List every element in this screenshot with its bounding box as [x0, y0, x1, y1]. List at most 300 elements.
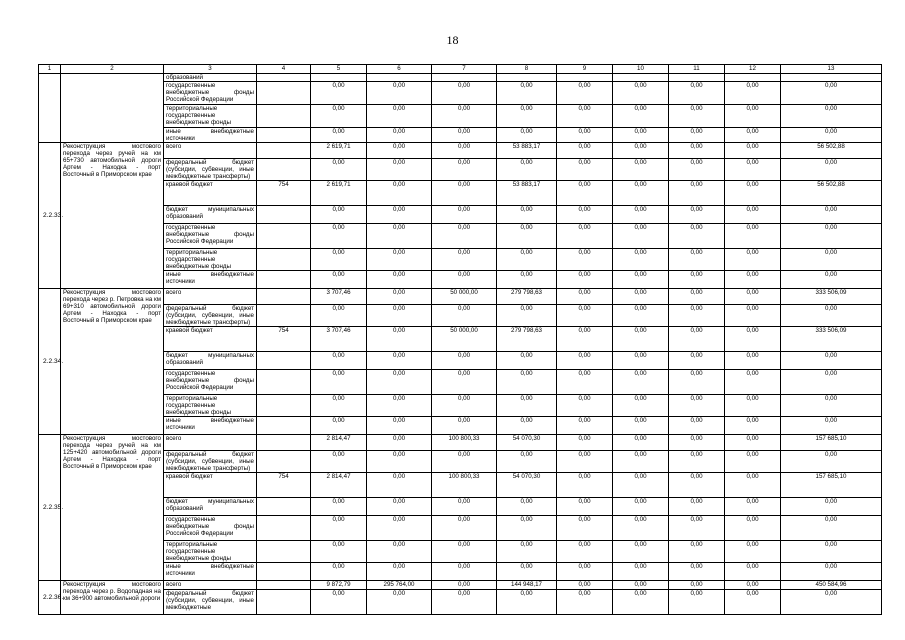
budget-code-cell [257, 498, 311, 516]
value-cell: 0,00 [669, 105, 725, 128]
value-cell: 0,00 [557, 417, 613, 435]
total-cell: 0,00 [781, 370, 882, 395]
value-cell: 0,00 [725, 370, 781, 395]
total-cell: 450 584,96 [781, 581, 882, 590]
budget-code-cell [257, 105, 311, 128]
value-cell: 0,00 [432, 271, 497, 289]
value-cell: 0,00 [497, 82, 557, 105]
value-cell: 0,00 [613, 435, 669, 451]
value-cell: 0,00 [725, 352, 781, 370]
value-cell: 279 798,63 [497, 289, 557, 305]
table-row [39, 417, 882, 435]
value-cell: 0,00 [725, 581, 781, 590]
value-cell: 0,00 [367, 563, 432, 581]
budget-code-cell [257, 224, 311, 249]
table-row [39, 206, 882, 224]
value-cell: 100 800,33 [432, 473, 497, 498]
item-name-cell: Реконструкция мостового перехода через ручей на км 125+420 автомобильной дороги Артем - Находка - порт Восточный в Приморском крае [61, 435, 164, 581]
table-row [39, 224, 882, 249]
value-cell: 0,00 [669, 143, 725, 159]
budget-code-cell [257, 143, 311, 159]
value-cell: 0,00 [367, 143, 432, 159]
value-cell: 0,00 [613, 395, 669, 417]
table-row [39, 498, 882, 516]
value-cell: 0,00 [669, 128, 725, 143]
value-cell: 0,00 [432, 590, 497, 615]
value-cell: 0,00 [367, 289, 432, 305]
value-cell: 0,00 [311, 417, 367, 435]
total-cell: 0,00 [781, 249, 882, 271]
value-cell: 0,00 [367, 128, 432, 143]
value-cell: 0,00 [669, 541, 725, 563]
value-cell: 0,00 [367, 82, 432, 105]
value-cell [669, 74, 725, 82]
budget-code-cell [257, 541, 311, 563]
value-cell: 0,00 [725, 128, 781, 143]
value-cell: 0,00 [311, 159, 367, 181]
budget-code-cell [257, 590, 311, 615]
value-cell: 0,00 [432, 305, 497, 327]
value-cell: 0,00 [311, 541, 367, 563]
value-cell: 0,00 [311, 590, 367, 615]
value-cell: 0,00 [432, 128, 497, 143]
column-header: 2 [61, 65, 164, 74]
value-cell: 0,00 [725, 417, 781, 435]
value-cell: 0,00 [669, 516, 725, 541]
total-cell: 0,00 [781, 541, 882, 563]
value-cell: 0,00 [367, 435, 432, 451]
total-cell: 0,00 [781, 128, 882, 143]
total-cell: 0,00 [781, 451, 882, 473]
table-row [39, 435, 882, 451]
value-cell: 295 764,00 [367, 581, 432, 590]
value-cell: 0,00 [669, 417, 725, 435]
funding-source-cell: федеральный бюджет (субсидии, субвенции, иные межбюджетные трансферты) [164, 305, 257, 327]
total-cell: 0,00 [781, 224, 882, 249]
item-name-cell: Реконструкция мостового перехода через р. Водопадная на км 36+900 автомобильной дороги [61, 581, 164, 615]
value-cell: 2 619,71 [311, 143, 367, 159]
funding-source-cell: государственные внебюджетные фонды Российской Федерации [164, 82, 257, 105]
value-cell: 0,00 [725, 473, 781, 498]
value-cell: 0,00 [557, 435, 613, 451]
value-cell: 0,00 [613, 82, 669, 105]
funding-source-cell: бюджет муниципальных образований [164, 206, 257, 224]
total-cell: 0,00 [781, 395, 882, 417]
table-row [39, 159, 882, 181]
value-cell: 0,00 [725, 435, 781, 451]
item-number-cell: 2.2.34. [39, 289, 61, 435]
value-cell: 0,00 [432, 395, 497, 417]
total-cell: 56 502,88 [781, 181, 882, 206]
value-cell: 0,00 [725, 143, 781, 159]
budget-code-cell [257, 435, 311, 451]
value-cell: 0,00 [613, 271, 669, 289]
value-cell: 0,00 [367, 224, 432, 249]
table-row [39, 451, 882, 473]
funding-source-cell: иные внебюджетные источники [164, 128, 257, 143]
funding-source-cell: бюджет муниципальных образований [164, 352, 257, 370]
value-cell: 0,00 [367, 105, 432, 128]
value-cell: 0,00 [311, 352, 367, 370]
funding-source-cell: территориальные государственные внебюджетные фонды [164, 105, 257, 128]
table-row [39, 473, 882, 498]
total-cell: 333 506,09 [781, 289, 882, 305]
value-cell: 0,00 [669, 451, 725, 473]
value-cell: 0,00 [367, 271, 432, 289]
table-row [39, 516, 882, 541]
table-row [39, 143, 882, 159]
value-cell: 0,00 [367, 541, 432, 563]
value-cell: 0,00 [557, 516, 613, 541]
value-cell: 0,00 [725, 327, 781, 352]
value-cell: 0,00 [497, 541, 557, 563]
value-cell: 0,00 [613, 327, 669, 352]
budget-code-cell [257, 128, 311, 143]
funding-source-cell: краевой бюджет [164, 181, 257, 206]
value-cell: 0,00 [367, 159, 432, 181]
value-cell: 0,00 [367, 395, 432, 417]
budget-code-cell [257, 82, 311, 105]
table-row [39, 105, 882, 128]
budget-code-cell [257, 563, 311, 581]
value-cell: 0,00 [613, 498, 669, 516]
value-cell: 0,00 [432, 105, 497, 128]
value-cell: 0,00 [613, 128, 669, 143]
value-cell: 0,00 [557, 451, 613, 473]
value-cell: 144 948,17 [497, 581, 557, 590]
budget-code-cell [257, 159, 311, 181]
value-cell: 0,00 [311, 395, 367, 417]
funding-source-cell: бюджет муниципальных образований [164, 498, 257, 516]
item-name-cell: Реконструкция мостового перехода через ручей на км 65+730 автомобильной дороги Артем - Находка - порт Восточный в Приморском крае [61, 143, 164, 289]
value-cell: 0,00 [497, 563, 557, 581]
budget-code-cell [257, 289, 311, 305]
value-cell [367, 74, 432, 82]
value-cell: 0,00 [725, 516, 781, 541]
total-cell: 0,00 [781, 563, 882, 581]
funding-source-cell: государственные внебюджетные фонды Российской Федерации [164, 224, 257, 249]
value-cell: 2 619,71 [311, 181, 367, 206]
value-cell: 0,00 [725, 498, 781, 516]
funding-source-cell: территориальные государственные внебюджетные фонды [164, 395, 257, 417]
budget-code-cell [257, 352, 311, 370]
column-header: 9 [557, 65, 613, 74]
value-cell: 0,00 [669, 159, 725, 181]
value-cell: 0,00 [311, 224, 367, 249]
value-cell: 0,00 [311, 128, 367, 143]
value-cell: 0,00 [557, 224, 613, 249]
value-cell: 279 798,63 [497, 327, 557, 352]
value-cell: 0,00 [311, 451, 367, 473]
value-cell: 50 000,00 [432, 327, 497, 352]
budget-code-cell: 754 [257, 327, 311, 352]
value-cell: 0,00 [613, 352, 669, 370]
column-header-row [39, 65, 882, 74]
value-cell: 0,00 [432, 181, 497, 206]
value-cell: 0,00 [613, 451, 669, 473]
value-cell: 0,00 [497, 590, 557, 615]
value-cell: 0,00 [311, 271, 367, 289]
value-cell: 0,00 [725, 249, 781, 271]
value-cell: 0,00 [557, 271, 613, 289]
value-cell: 0,00 [311, 498, 367, 516]
value-cell: 0,00 [497, 451, 557, 473]
budget-code-cell [257, 206, 311, 224]
budget-code-cell [257, 370, 311, 395]
funding-source-cell: иные внебюджетные источники [164, 417, 257, 435]
value-cell: 0,00 [613, 516, 669, 541]
value-cell: 0,00 [613, 143, 669, 159]
column-header: 12 [725, 65, 781, 74]
total-cell: 0,00 [781, 516, 882, 541]
value-cell: 0,00 [311, 305, 367, 327]
value-cell: 2 814,47 [311, 435, 367, 451]
total-cell: 0,00 [781, 206, 882, 224]
value-cell: 0,00 [557, 159, 613, 181]
value-cell: 0,00 [367, 473, 432, 498]
value-cell: 0,00 [432, 516, 497, 541]
value-cell: 0,00 [497, 498, 557, 516]
value-cell: 0,00 [613, 370, 669, 395]
value-cell: 0,00 [557, 105, 613, 128]
value-cell: 0,00 [311, 516, 367, 541]
value-cell: 0,00 [669, 435, 725, 451]
value-cell: 0,00 [432, 581, 497, 590]
funding-source-cell: краевой бюджет [164, 473, 257, 498]
value-cell: 0,00 [367, 498, 432, 516]
column-header: 6 [367, 65, 432, 74]
value-cell: 0,00 [557, 82, 613, 105]
value-cell [497, 74, 557, 82]
budget-code-cell [257, 417, 311, 435]
funding-source-cell: краевой бюджет [164, 327, 257, 352]
budget-code-cell: 754 [257, 181, 311, 206]
value-cell: 0,00 [497, 249, 557, 271]
value-cell: 0,00 [725, 271, 781, 289]
budget-code-cell [257, 271, 311, 289]
value-cell: 0,00 [669, 352, 725, 370]
value-cell: 0,00 [557, 249, 613, 271]
value-cell: 0,00 [557, 473, 613, 498]
item-name-cell: Реконструкция мостового перехода через р. Петровка на км 69+310 автомобильной дороги Артем - Находка - порт Восточный в Приморском крае [61, 289, 164, 435]
value-cell: 0,00 [725, 105, 781, 128]
value-cell: 0,00 [557, 352, 613, 370]
value-cell: 0,00 [669, 271, 725, 289]
funding-source-cell: территориальные государственные внебюджетные фонды [164, 249, 257, 271]
value-cell: 0,00 [725, 159, 781, 181]
budget-code-cell [257, 451, 311, 473]
funding-source-cell: государственные внебюджетные фонды Российской Федерации [164, 516, 257, 541]
funding-source-cell: федеральный бюджет (субсидии, субвенции, иные межбюджетные трансферты) [164, 159, 257, 181]
value-cell: 0,00 [725, 305, 781, 327]
value-cell: 0,00 [432, 352, 497, 370]
budget-code-cell [257, 581, 311, 590]
item-number-cell: 2.2.36. [39, 581, 61, 615]
value-cell [432, 74, 497, 82]
budget-code-cell [257, 305, 311, 327]
value-cell: 0,00 [557, 289, 613, 305]
column-header: 10 [613, 65, 669, 74]
value-cell: 0,00 [725, 82, 781, 105]
value-cell: 0,00 [497, 395, 557, 417]
value-cell: 0,00 [613, 417, 669, 435]
value-cell: 0,00 [557, 206, 613, 224]
value-cell: 9 872,79 [311, 581, 367, 590]
value-cell: 100 800,33 [432, 435, 497, 451]
funding-source-cell: государственные внебюджетные фонды Российской Федерации [164, 370, 257, 395]
value-cell: 0,00 [432, 143, 497, 159]
value-cell [725, 74, 781, 82]
value-cell: 0,00 [497, 128, 557, 143]
table-row [39, 271, 882, 289]
item-number-cell: 2.2.35. [39, 435, 61, 581]
value-cell: 53 883,17 [497, 181, 557, 206]
value-cell: 0,00 [613, 541, 669, 563]
value-cell: 0,00 [367, 327, 432, 352]
total-cell: 0,00 [781, 417, 882, 435]
column-header: 4 [257, 65, 311, 74]
table-row [39, 249, 882, 271]
value-cell: 0,00 [669, 305, 725, 327]
value-cell: 50 000,00 [432, 289, 497, 305]
column-header: 3 [164, 65, 257, 74]
value-cell: 0,00 [367, 352, 432, 370]
table-row [39, 128, 882, 143]
value-cell: 0,00 [613, 105, 669, 128]
funding-source-cell: всего [164, 581, 257, 590]
table-row [39, 581, 882, 590]
value-cell: 0,00 [725, 541, 781, 563]
value-cell: 0,00 [311, 370, 367, 395]
value-cell: 0,00 [669, 590, 725, 615]
total-cell: 0,00 [781, 82, 882, 105]
value-cell: 0,00 [669, 395, 725, 417]
value-cell: 0,00 [497, 105, 557, 128]
value-cell: 0,00 [432, 82, 497, 105]
value-cell: 0,00 [669, 473, 725, 498]
value-cell: 0,00 [613, 563, 669, 581]
item-number-cell: 2.2.33. [39, 143, 61, 289]
item-number-cell [39, 74, 61, 143]
value-cell: 0,00 [432, 541, 497, 563]
value-cell: 0,00 [613, 289, 669, 305]
table-row [39, 352, 882, 370]
value-cell: 0,00 [557, 395, 613, 417]
column-header: 8 [497, 65, 557, 74]
column-header: 1 [39, 65, 61, 74]
value-cell: 0,00 [367, 181, 432, 206]
value-cell: 0,00 [367, 249, 432, 271]
table-row [39, 74, 882, 82]
budget-table [38, 64, 882, 615]
value-cell: 0,00 [311, 105, 367, 128]
value-cell: 0,00 [367, 451, 432, 473]
value-cell: 0,00 [432, 417, 497, 435]
value-cell: 0,00 [725, 563, 781, 581]
value-cell: 0,00 [557, 563, 613, 581]
value-cell: 0,00 [432, 451, 497, 473]
value-cell: 0,00 [613, 181, 669, 206]
page-number: 18 [446, 33, 459, 47]
value-cell: 0,00 [497, 305, 557, 327]
budget-code-cell [257, 395, 311, 417]
value-cell: 0,00 [367, 305, 432, 327]
total-cell: 0,00 [781, 590, 882, 615]
value-cell: 2 814,47 [311, 473, 367, 498]
value-cell: 0,00 [311, 563, 367, 581]
value-cell: 0,00 [311, 206, 367, 224]
table-row [39, 327, 882, 352]
value-cell [557, 74, 613, 82]
table-row [39, 289, 882, 305]
value-cell: 0,00 [557, 498, 613, 516]
funding-source-cell: всего [164, 289, 257, 305]
funding-source-cell: образований [164, 74, 257, 82]
value-cell: 53 883,17 [497, 143, 557, 159]
column-header: 13 [781, 65, 882, 74]
total-cell: 157 685,10 [781, 473, 882, 498]
value-cell: 0,00 [613, 159, 669, 181]
value-cell: 0,00 [669, 249, 725, 271]
table-row [39, 563, 882, 581]
value-cell: 0,00 [725, 224, 781, 249]
value-cell: 0,00 [669, 206, 725, 224]
value-cell: 0,00 [497, 370, 557, 395]
value-cell: 0,00 [725, 590, 781, 615]
total-cell: 0,00 [781, 271, 882, 289]
table-row [39, 305, 882, 327]
value-cell: 0,00 [497, 206, 557, 224]
total-cell: 0,00 [781, 498, 882, 516]
table-row [39, 395, 882, 417]
value-cell: 0,00 [725, 206, 781, 224]
value-cell: 0,00 [557, 143, 613, 159]
value-cell: 0,00 [669, 581, 725, 590]
value-cell: 3 707,46 [311, 327, 367, 352]
funding-source-cell: территориальные государственные внебюджетные фонды [164, 541, 257, 563]
value-cell: 0,00 [613, 473, 669, 498]
value-cell: 0,00 [613, 249, 669, 271]
value-cell: 0,00 [725, 395, 781, 417]
value-cell: 0,00 [557, 541, 613, 563]
value-cell: 0,00 [367, 417, 432, 435]
value-cell [311, 74, 367, 82]
value-cell: 0,00 [432, 159, 497, 181]
budget-code-cell: 754 [257, 473, 311, 498]
value-cell: 0,00 [497, 159, 557, 181]
value-cell: 0,00 [669, 224, 725, 249]
value-cell: 0,00 [432, 498, 497, 516]
value-cell: 0,00 [557, 305, 613, 327]
value-cell: 0,00 [613, 581, 669, 590]
value-cell: 0,00 [367, 590, 432, 615]
value-cell: 0,00 [497, 271, 557, 289]
total-cell: 0,00 [781, 305, 882, 327]
funding-source-cell: всего [164, 435, 257, 451]
table-row [39, 541, 882, 563]
budget-code-cell [257, 516, 311, 541]
funding-source-cell: федеральный бюджет (субсидии, субвенции, иные межбюджетные [164, 590, 257, 615]
value-cell: 0,00 [497, 516, 557, 541]
value-cell: 0,00 [613, 224, 669, 249]
value-cell: 0,00 [432, 224, 497, 249]
value-cell: 0,00 [367, 516, 432, 541]
total-cell: 0,00 [781, 159, 882, 181]
value-cell: 0,00 [613, 305, 669, 327]
value-cell: 0,00 [432, 563, 497, 581]
value-cell: 0,00 [669, 327, 725, 352]
table-row [39, 82, 882, 105]
